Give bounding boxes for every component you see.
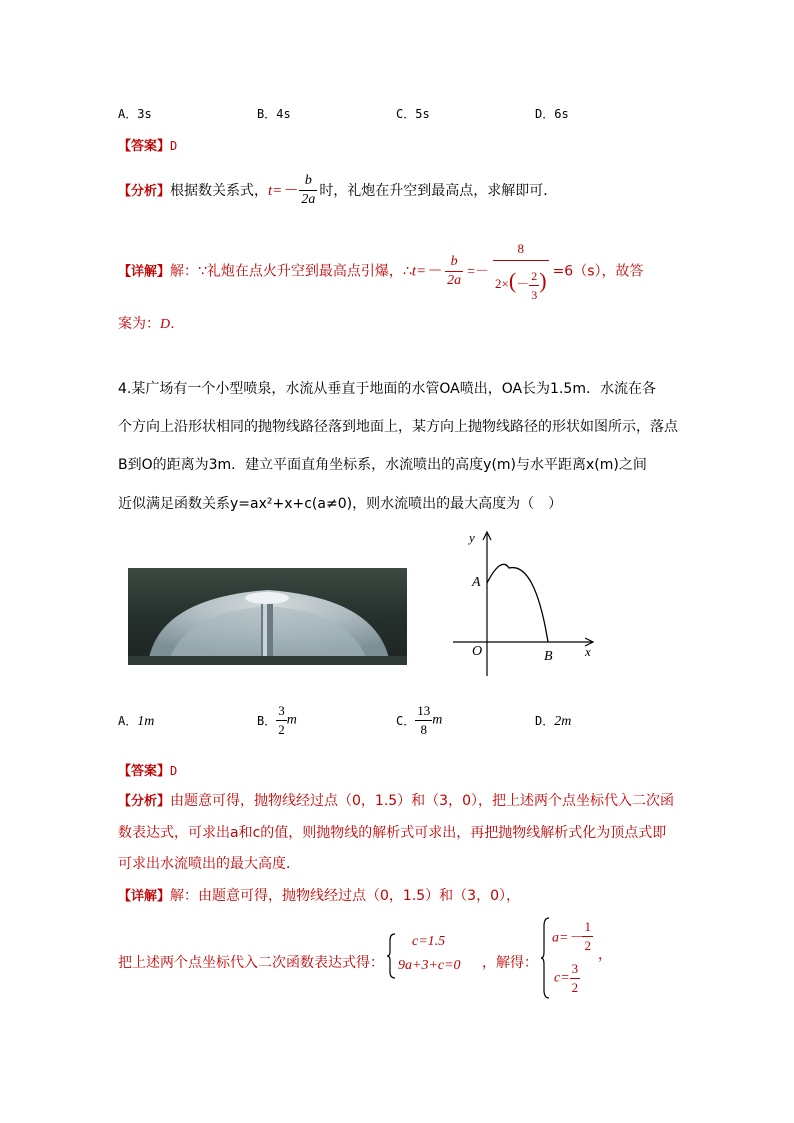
analysis-tag: 【分析】	[118, 184, 171, 199]
option-c: C．5s	[396, 107, 430, 121]
equation-system-1: c=1.5 9a+3+c=0	[386, 932, 496, 980]
formula-t: t=－	[268, 183, 298, 199]
detail-fraction: $\frac{b}{2a}$	[447, 253, 462, 288]
answer-tag: 【答案】	[118, 139, 171, 154]
detail-eq2: =－	[467, 264, 490, 280]
origin-label: O	[472, 644, 483, 659]
brace-icon-2	[540, 916, 550, 1000]
fraction-b-2a: $\frac{b}{2a}$	[301, 173, 316, 207]
q4-detail-line2: 把上述两个点坐标代入二次函数表达式得：	[118, 955, 384, 971]
q4-detail-line1: 【详解】解：由题意可得，抛物线经过点（0，1.5）和（3，0），	[118, 888, 521, 904]
option-a: A．3s	[118, 107, 152, 121]
q4-option-c: C． $\frac{13}{8}$ m	[396, 703, 443, 737]
fountain-image	[128, 568, 407, 665]
answer-value: D	[170, 139, 178, 153]
prev-analysis	[118, 172, 557, 209]
q4-analysis-line1: 【分析】由题意可得，抛物线经过点（0，1.5）和（3，0），把上述两个点坐标代入二次函	[118, 793, 674, 809]
analysis-text: 根据数关系式，	[170, 183, 269, 199]
q4-analysis-line2: 数表达式，可求出a和c的值，则抛物线的解析式可求出，再把抛物线解析式化为顶点式即	[118, 825, 667, 841]
q4-line4: 近似满足函数关系y=ax²+x+c(a≠0)，则水流喷出的最大高度为（ ）	[118, 496, 563, 512]
equation-system-2: a=－ $\frac{1}{2}$ c= $\frac{3}{2}$	[540, 916, 620, 1000]
q4-line3: B到O的距离为3m．建立平面直角坐标系，水流喷出的高度y(m)与水平距离x(m)之间	[118, 457, 647, 473]
brace-icon	[386, 932, 396, 980]
point-a-label: A	[472, 575, 481, 590]
analysis-text-2: 时，礼炮在升空到最高点，求解即可．	[319, 183, 558, 199]
y-axis-label: y	[469, 530, 475, 545]
detail-line2: 案为：D．	[118, 316, 185, 332]
prev-answer	[118, 135, 177, 154]
parabola-graph	[445, 528, 605, 680]
q4-option-b: B． $\frac{3}{2}$ m	[257, 703, 297, 737]
q4-answer: 【答案】D	[118, 764, 178, 779]
prev-detail	[118, 238, 644, 304]
q4-line1: 4.某广场有一个小型喷泉，水流从垂直于地面的水管OA喷出，OA长为1.5m．水流在各	[118, 381, 656, 397]
detail-intro: 解：∵礼炮在点火升空到最高点引爆，∴	[170, 263, 412, 280]
detail-tag: 【详解】	[118, 264, 171, 280]
q4-line2: 个方向上沿形状相同的抛物线路径落到地面上，某方向上抛物线路径的形状如图所示，落点	[118, 419, 678, 435]
detail-result: =6（s），故答	[552, 263, 644, 280]
x-axis-label: x	[585, 644, 591, 659]
q4-option-a: A．1m	[118, 714, 155, 729]
point-b-label: B	[544, 649, 553, 664]
q4-option-d: D．2m	[535, 714, 572, 729]
detail-t: t=－	[411, 263, 442, 280]
detail-big-fraction: 8 2×(－ $\frac{2}{3}$ )	[493, 238, 549, 304]
option-d: D．6s	[535, 107, 569, 121]
fountain-photo	[128, 568, 407, 665]
option-b: B．4s	[257, 107, 291, 121]
graph-svg	[445, 528, 605, 680]
solve-label: ，解得：	[482, 955, 538, 971]
trailing-comma: ，	[598, 947, 612, 963]
q4-analysis-line3: 可求出水流喷出的最大高度．	[118, 856, 300, 872]
